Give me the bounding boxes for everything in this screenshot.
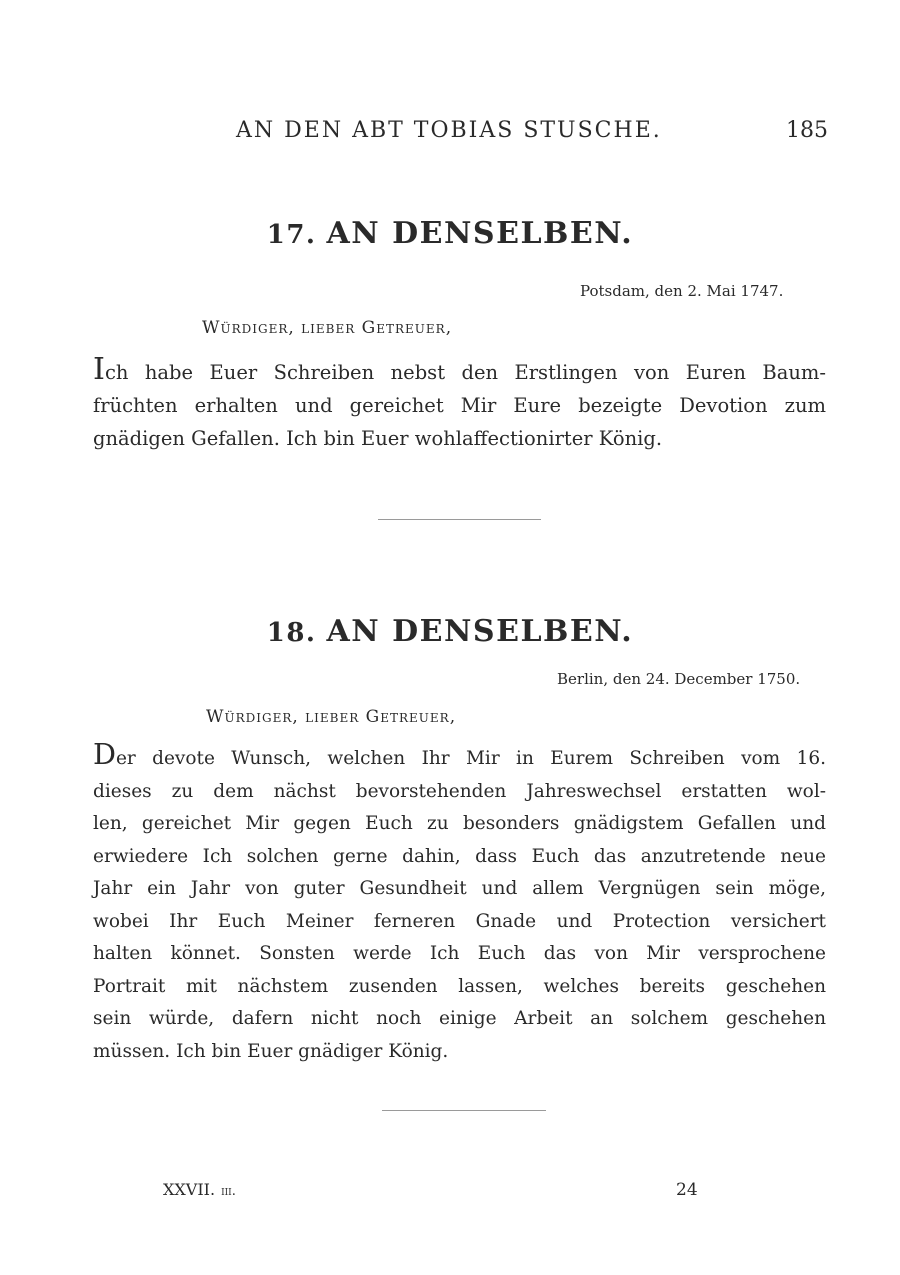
running-head: [0, 118, 900, 148]
body-line: dieses zu dem nächst bevorstehenden Jahreswechsel erstatten wol-: [93, 780, 826, 802]
letter-17: [0, 212, 900, 450]
letter-title: AN DENSELBEN.: [326, 216, 634, 251]
page-number: 185: [786, 118, 828, 143]
page-footer: [0, 1180, 900, 1206]
body-line: Portrait mit nächstem zusenden lassen, welches bereits geschehen: [93, 975, 826, 997]
body-line: len, gereichet Mir gegen Euch zu besonders gnädigstem Gefallen und: [93, 813, 826, 834]
body-line: wobei Ihr Euch Meiner ferneren Gnade und Protection versichert: [93, 910, 826, 932]
letter-number: 18.: [266, 618, 317, 648]
letter-body: [93, 352, 826, 455]
signature-sub: iii.: [221, 1184, 236, 1199]
letter-heading: [0, 212, 900, 256]
salutation: Würdiger, lieber Getreuer,: [206, 707, 457, 727]
drop-initial: I: [93, 352, 105, 387]
drop-initial: D: [93, 737, 116, 771]
body-line: erwiedere Ich solchen gerne dahin, dass Euch das anzutretende neue: [93, 845, 826, 867]
body-line: früchten erhalten und gereichet Mir Eure bezeigte Devotion zum: [93, 394, 826, 417]
sheet-number: 24: [676, 1180, 698, 1200]
body-line: Ich habe Euer Schreiben nebst den Erstlingen von Euren Baum-: [93, 352, 826, 387]
body-line: sein würde, dafern nicht noch einige Arbeit an solchem geschehen: [93, 1008, 826, 1029]
section-divider: [382, 1110, 546, 1111]
letter-heading: [0, 610, 900, 654]
salutation: Würdiger, lieber Getreuer,: [202, 318, 453, 338]
running-title: AN DEN ABT TOBIAS STUSCHE.: [236, 118, 662, 143]
signature-mark: XXVII. iii.: [163, 1180, 236, 1199]
dateline: Potsdam, den 2. Mai 1747.: [580, 282, 784, 300]
letter-body: [93, 737, 826, 1068]
body-line: Jahr ein Jahr von guter Gesundheit und allem Vergnügen sein möge,: [93, 878, 826, 899]
body-line: halten könnet. Sonsten werde Ich Euch das von Mir versprochene: [93, 943, 826, 964]
body-line: müssen. Ich bin Euer gnädiger König.: [93, 1040, 449, 1062]
letter-number: 17.: [266, 220, 317, 250]
letter-title: AN DENSELBEN.: [326, 614, 634, 649]
body-line: Der devote Wunsch, welchen Ihr Mir in Eurem Schreiben vom 16.: [93, 737, 826, 771]
body-line: gnädigen Gefallen. Ich bin Euer wohlaffectionirter König.: [93, 427, 663, 450]
section-divider: [378, 519, 541, 520]
letter-18: [0, 610, 900, 1062]
dateline: Berlin, den 24. December 1750.: [557, 670, 801, 688]
